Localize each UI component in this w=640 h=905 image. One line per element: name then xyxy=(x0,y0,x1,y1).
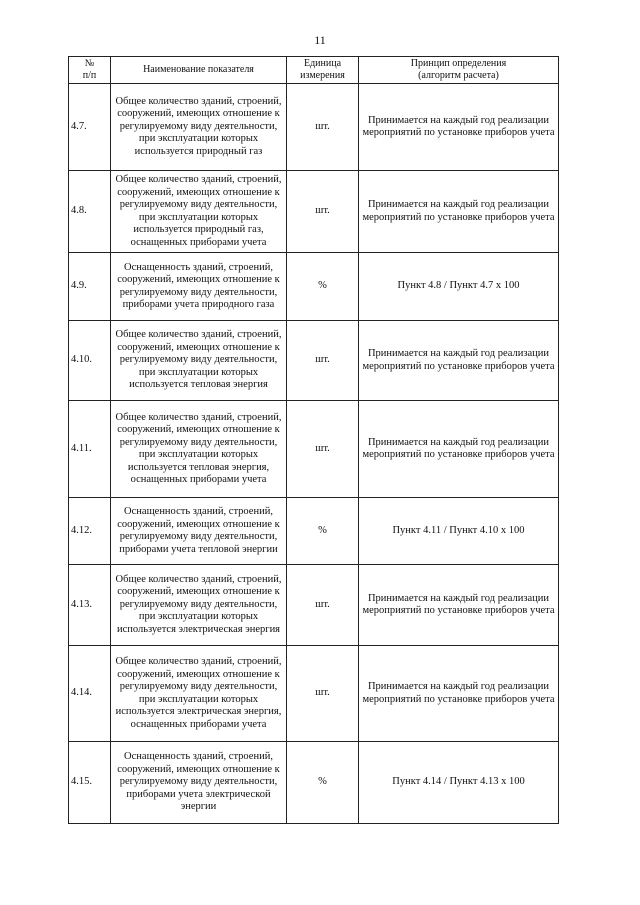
row-rule: Принимается на каждый год реализации мероприятий по установке приборов учета xyxy=(359,565,559,646)
header-number-line1: № xyxy=(84,58,95,69)
header-unit xyxy=(287,57,359,84)
row-rule: Принимается на каждый год реализации мероприятий по установке приборов учета xyxy=(359,646,559,742)
row-rule: Принимается на каждый год реализации мероприятий по установке приборов учета xyxy=(359,171,559,253)
header-unit-line2: измерения xyxy=(300,70,345,81)
row-indicator-name: Общее количество зданий, строений, сооружений, имеющих отношение к регулируемому виду деятельности, при эксплуатации которых используется тепловая энергия, оснащенных приборами учета xyxy=(111,401,287,498)
header-rule-line2: (алгоритм расчета) xyxy=(418,70,499,81)
header-number xyxy=(69,57,111,84)
row-unit: шт. xyxy=(287,171,359,253)
row-unit: % xyxy=(287,498,359,565)
row-unit: шт. xyxy=(287,565,359,646)
row-indicator-name: Общее количество зданий, строений, сооружений, имеющих отношение к регулируемому виду деятельности, при эксплуатации которых используется электрическая энергия, оснащенных приборами учета xyxy=(111,646,287,742)
row-rule: Принимается на каждый год реализации мероприятий по установке приборов учета xyxy=(359,84,559,171)
row-indicator-name: Общее количество зданий, строений, сооружений, имеющих отношение к регулируемому виду деятельности, при эксплуатации которых используется природный газ, оснащенных приборами учета xyxy=(111,171,287,253)
row-number: 4.12. xyxy=(69,498,111,565)
row-number: 4.15. xyxy=(69,742,111,824)
row-number: 4.13. xyxy=(69,565,111,646)
table-header-row xyxy=(69,57,559,84)
row-indicator-name: Оснащенность зданий, строений, сооружений, имеющих отношение к регулируемому виду деятельности, приборами учета природного газа xyxy=(111,253,287,321)
row-indicator-name: Общее количество зданий, строений, сооружений, имеющих отношение к регулируемому виду деятельности, при эксплуатации которых используется природный газ xyxy=(111,84,287,171)
header-number-line2: п/п xyxy=(82,70,97,81)
row-number: 4.11. xyxy=(69,401,111,498)
table-row xyxy=(69,646,559,742)
table-row xyxy=(69,321,559,401)
table-row xyxy=(69,401,559,498)
table-row xyxy=(69,565,559,646)
header-unit-line1: Единица xyxy=(303,58,342,69)
row-number: 4.9. xyxy=(69,253,111,321)
row-indicator-name: Оснащенность зданий, строений, сооружений, имеющих отношение к регулируемому виду деятельности, приборами учета тепловой энергии xyxy=(111,498,287,565)
row-unit: шт. xyxy=(287,646,359,742)
row-number: 4.14. xyxy=(69,646,111,742)
header-indicator-name: Наименование показателя xyxy=(111,57,287,84)
row-unit: шт. xyxy=(287,84,359,171)
row-rule: Принимается на каждый год реализации мероприятий по установке приборов учета xyxy=(359,401,559,498)
page-number: 11 xyxy=(314,33,326,47)
row-number: 4.7. xyxy=(69,84,111,171)
table-row xyxy=(69,253,559,321)
row-unit: шт. xyxy=(287,321,359,401)
row-rule: Пункт 4.14 / Пункт 4.13 x 100 xyxy=(359,742,559,824)
row-rule: Пункт 4.8 / Пункт 4.7 x 100 xyxy=(359,253,559,321)
header-rule-line1: Принцип определения xyxy=(410,58,507,69)
row-rule: Принимается на каждый год реализации мероприятий по установке приборов учета xyxy=(359,321,559,401)
row-indicator-name: Оснащенность зданий, строений, сооружений, имеющих отношение к регулируемому виду деятельности, приборами учета электрической энергии xyxy=(111,742,287,824)
table-row xyxy=(69,84,559,171)
row-indicator-name: Общее количество зданий, строений, сооружений, имеющих отношение к регулируемому виду деятельности, при эксплуатации которых используется тепловая энергия xyxy=(111,321,287,401)
header-rule xyxy=(359,57,559,84)
row-unit: % xyxy=(287,742,359,824)
row-number: 4.10. xyxy=(69,321,111,401)
row-rule: Пункт 4.11 / Пункт 4.10 x 100 xyxy=(359,498,559,565)
table-row xyxy=(69,742,559,824)
row-unit: шт. xyxy=(287,401,359,498)
row-unit: % xyxy=(287,253,359,321)
row-number: 4.8. xyxy=(69,171,111,253)
row-indicator-name: Общее количество зданий, строений, сооружений, имеющих отношение к регулируемому виду деятельности, при эксплуатации которых используется электрическая энергия xyxy=(111,565,287,646)
table-row xyxy=(69,498,559,565)
indicators-table xyxy=(68,56,559,824)
table-row xyxy=(69,171,559,253)
